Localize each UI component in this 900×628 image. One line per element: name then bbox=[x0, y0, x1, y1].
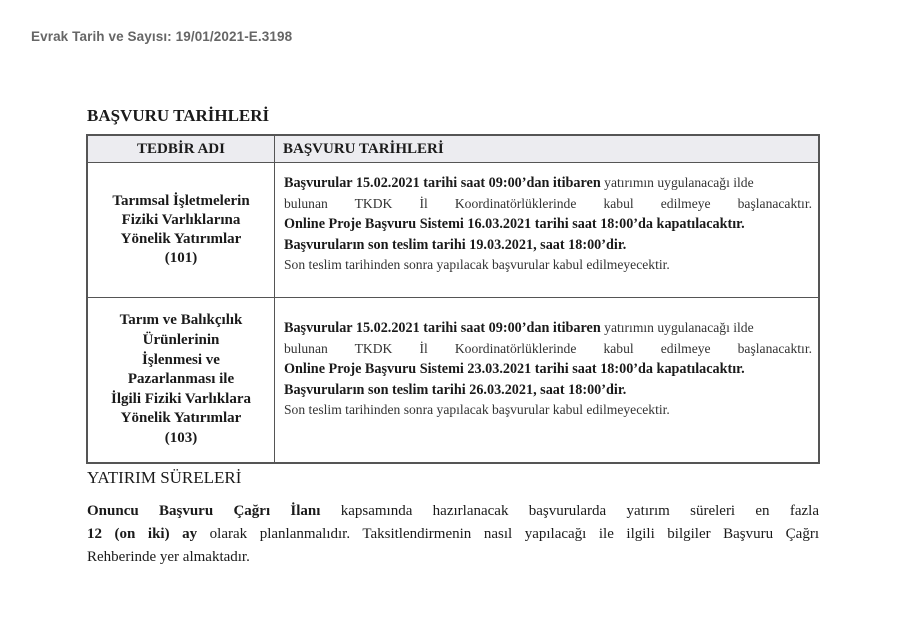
column-header-application-dates: BAŞVURU TARİHLERİ bbox=[275, 135, 820, 163]
measure-name-line: Yönelik Yatırımlar bbox=[120, 231, 242, 247]
application-dates-table bbox=[86, 134, 820, 464]
online-close-line: Online Proje Başvuru Sistemi 23.03.2021 tarihi saat 18:00’da kapatılacaktır. bbox=[284, 361, 745, 377]
late-notice-line: Son teslim tarihinden sonra yapılacak başvurular kabul edilmeyecektir. bbox=[284, 402, 670, 417]
paragraph-line: 12 (on iki) ay olarak planlanmalıdır. Taksitlendirmenin nasıl yapılacağı ile ilgili bilgiler Başvuru Çağrı bbox=[87, 526, 820, 542]
measure-name-cell bbox=[87, 163, 275, 298]
dates-cell bbox=[275, 298, 820, 464]
start-date-line: Başvurular 15.02.2021 tarihi saat 09:00’dan itibaren yatırımın uygulanacağı ilde bbox=[284, 320, 754, 336]
paragraph-line: Rehberinde yer almaktadır. bbox=[87, 549, 250, 565]
table-row bbox=[87, 163, 819, 298]
deadline-line: Başvuruların son teslim tarihi 19.03.2021, saat 18:00’dir. bbox=[284, 236, 627, 253]
measure-name-line: Pazarlanması ile bbox=[127, 371, 235, 388]
paragraph-line: Onuncu Başvuru Çağrı İlanı kapsamında hazırlanacak başvurularda yatırım süreleri en fazla bbox=[87, 503, 819, 519]
investment-duration-paragraph bbox=[87, 500, 819, 569]
measure-name-line: Fiziki Varlıklarına bbox=[121, 212, 241, 228]
section-title-application-dates: BAŞVURU TARİHLERİ bbox=[87, 106, 270, 125]
table-header-row bbox=[87, 135, 819, 163]
measure-name-cell bbox=[87, 298, 275, 464]
measure-name-line: (103) bbox=[164, 429, 198, 446]
document-reference: Evrak Tarih ve Sayısı: 19/01/2021-E.3198 bbox=[31, 29, 293, 44]
table-row bbox=[87, 298, 819, 464]
measure-name-line: Yönelik Yatırımlar bbox=[120, 410, 242, 427]
late-notice-line: Son teslim tarihinden sonra yapılacak başvurular kabul edilmeyecektir. bbox=[284, 257, 670, 272]
coordinator-line: bulunan TKDK İl Koordinatörlüklerinde kabul edilmeye başlanacaktır. bbox=[284, 340, 812, 356]
dates-cell bbox=[275, 163, 820, 298]
online-close-line: Online Proje Başvuru Sistemi 16.03.2021 tarihi saat 18:00’da kapatılacaktır. bbox=[284, 216, 745, 232]
measure-name-line: İşlenmesi ve bbox=[142, 351, 220, 368]
section-title-investment-durations: YATIRIM SÜRELERİ bbox=[87, 468, 242, 487]
measure-name-line: (101) bbox=[164, 250, 198, 266]
coordinator-line: bulunan TKDK İl Koordinatörlüklerinde kabul edilmeye başlanacaktır. bbox=[284, 195, 812, 211]
measure-name-line: Tarımsal İşletmelerin bbox=[112, 193, 250, 209]
column-header-measure-name: TEDBİR ADI bbox=[87, 135, 275, 163]
start-date-line: Başvurular 15.02.2021 tarihi saat 09:00’dan itibaren yatırımın uygulanacağı ilde bbox=[284, 175, 754, 191]
measure-name-line: Ürünlerinin bbox=[142, 332, 220, 349]
measure-name-line: İlgili Fiziki Varlıklara bbox=[110, 390, 252, 407]
deadline-line: Başvuruların son teslim tarihi 26.03.2021, saat 18:00’dir. bbox=[284, 381, 627, 398]
measure-name-line: Tarım ve Balıkçılık bbox=[119, 312, 243, 329]
